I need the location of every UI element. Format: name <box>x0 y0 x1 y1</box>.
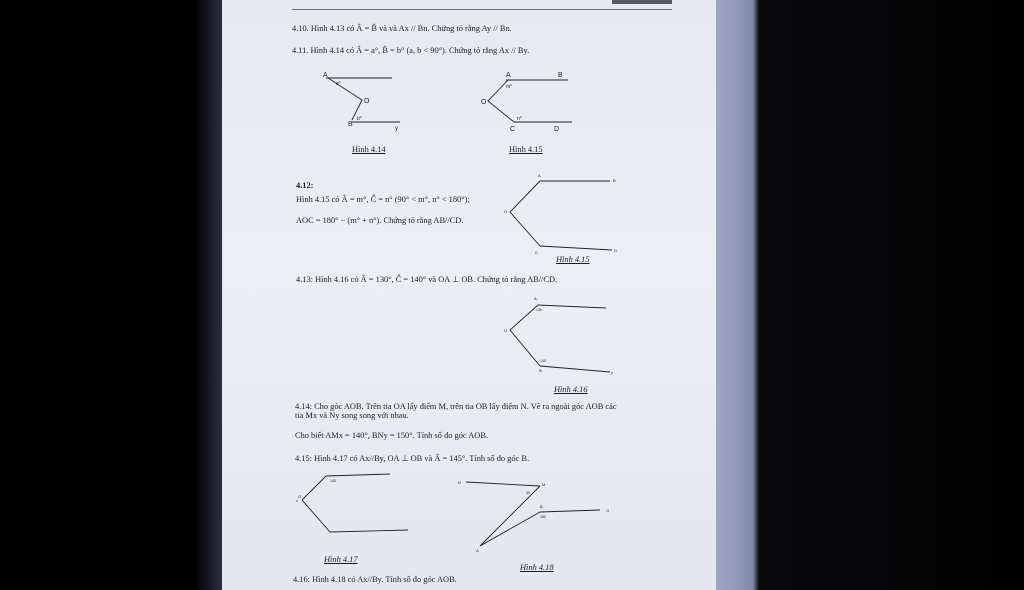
fig418-segment-ma <box>480 486 540 546</box>
fig418-label-150: 150 <box>540 515 546 519</box>
fig418-ray-bo <box>540 510 600 512</box>
fig416-angle-path <box>510 305 540 366</box>
fig414-label-b-deg: b° <box>357 116 362 122</box>
caption-hinh-4-15: Hình 4.15 <box>509 145 543 154</box>
caption-hinh-4-14: Hình 4.14 <box>352 145 386 154</box>
figure-4-16 <box>504 296 613 375</box>
problem-4-13: 4.13: Hình 4.16 có Â = 130°, Ĉ = 140° và OA ⊥ OB. Chứng tỏ rằng AB//CD. <box>296 275 558 284</box>
fig414-label-o: O <box>364 98 370 105</box>
problem-4-12-line2: AOC = 180° − (m° + n°). Chứng tỏ rằng AB//CD. <box>296 216 464 225</box>
figure-4-15-second <box>504 173 617 255</box>
fig415-label-b: B <box>558 72 563 79</box>
fig416-label-140: 140 <box>540 359 546 363</box>
problem-4-12-heading: 4.12: <box>296 181 314 190</box>
fig416-label-130: 130 <box>536 308 542 312</box>
fig415b-label-c: C <box>535 250 538 255</box>
fig414-label-b: B <box>348 121 353 128</box>
fig415-label-c: C <box>510 126 516 133</box>
fig415b-label-b: B <box>613 178 616 183</box>
fig415b-ray-cd <box>540 246 612 250</box>
fig415b-label-d: D <box>614 248 617 253</box>
fig417-label-x: x <box>296 498 298 503</box>
fig415-label-o: O <box>481 99 487 106</box>
caption-hinh-4-16: Hình 4.16 <box>554 385 588 394</box>
problem-4-12-line1: Hình 4.15 có Â = m°, Ĉ = n° (90° < m°, n° < 180°); <box>296 195 470 204</box>
fig414-label-a: A <box>323 72 328 79</box>
caption-hinh-4-15-second: Hình 4.15 <box>556 255 590 264</box>
fig416-label-o: O <box>504 328 508 333</box>
fig416-label-b: B <box>539 368 542 373</box>
fig415b-label-a: A <box>538 173 541 178</box>
fig415-label-m: m° <box>506 84 513 90</box>
fig416-ray-bottom <box>540 366 610 372</box>
fig416-label-a: A <box>534 296 537 301</box>
fig418-label-n: N <box>458 480 461 485</box>
fig418-label-b: B <box>540 504 543 509</box>
fig418-label-30: 30 <box>526 491 530 495</box>
fig416-label-y: y <box>611 370 613 375</box>
fig418-ray-nm <box>466 482 540 486</box>
problem-4-15: 4.15: Hình 4.17 có Ax//By, OA ⊥ OB và Â = 145°. Tính số đo góc B. <box>295 454 530 463</box>
caption-hinh-4-18: Hình 4.18 <box>520 563 554 572</box>
fig417-angle-path <box>302 476 330 532</box>
problem-4-16: 4.16: Hình 4.18 có Ax//By. Tính số đo góc AOB. <box>293 575 457 584</box>
fig418-label-a: A <box>476 548 479 553</box>
caption-hinh-4-17: Hình 4.17 <box>324 555 358 564</box>
problem-4-14-line1: 4.14: Cho góc AOB. Trên tia OA lấy điểm M, trên tia OB lấy điểm N. Vẽ ra ngoài góc AOB các <box>295 402 617 411</box>
figure-4-18 <box>458 480 609 553</box>
fig414-label-a-deg: a° <box>336 81 341 87</box>
figure-4-14 <box>323 72 400 132</box>
fig417-label-145: 145 <box>330 479 336 483</box>
figure-4-15 <box>481 72 572 133</box>
fig415b-angle-path <box>510 181 540 246</box>
problem-4-10: 4.10. Hình 4.13 có Â = B̂ và và Ax // Bn. Chứng tỏ rằng Ay // Bn. <box>292 24 512 33</box>
fig418-label-m: M <box>542 482 546 487</box>
fig416-ray-top <box>538 305 606 308</box>
fig415-label-d: D <box>554 126 560 133</box>
fig415-label-a: A <box>506 72 511 79</box>
problem-4-11: 4.11. Hình 4.14 có Â = a°, B̂ = b° (a, b < 90°). Chứng tỏ rằng Ax // By. <box>292 46 530 55</box>
fig415-label-n: n° <box>517 116 522 122</box>
fig418-label-o: O <box>606 508 610 513</box>
fig415b-label-o: O <box>504 209 508 214</box>
fig417-label-o: O <box>298 494 302 499</box>
fig414-label-y: y <box>395 126 398 132</box>
problem-4-14-line3: Cho biết AMx = 140°, BNy = 150°. Tính số đo góc AOB. <box>295 431 489 440</box>
fig417-ray-bottom <box>330 530 408 532</box>
fig417-ray-top <box>326 474 390 476</box>
fig418-segment-ab <box>480 512 540 546</box>
fig414-angle-path <box>328 78 362 120</box>
problem-4-14-line2: tia Mx và Ny song song với nhau. <box>295 411 409 420</box>
figure-4-17 <box>296 474 408 532</box>
